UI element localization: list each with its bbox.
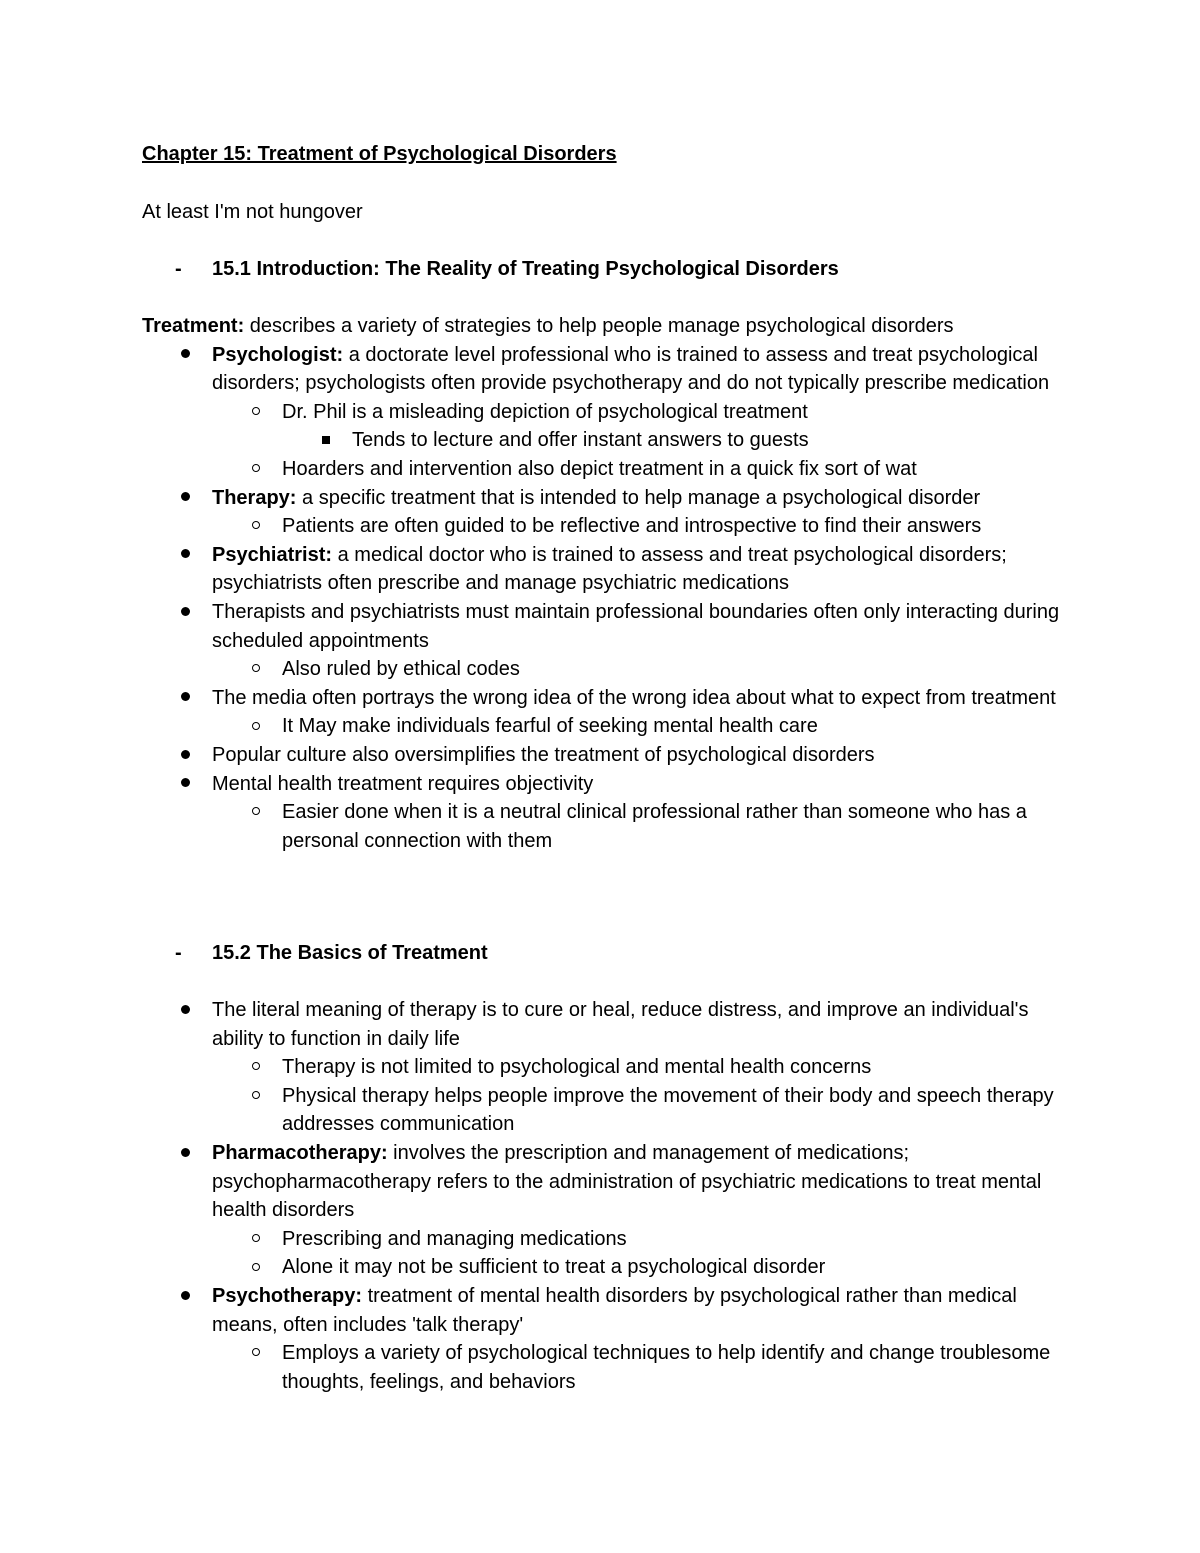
term: Therapy: xyxy=(212,486,297,509)
bullet-dot-icon xyxy=(175,1139,195,1168)
item-text: Easier done when it is a neutral clinical professional rather than someone who has a personal connection with them xyxy=(282,801,1027,852)
bullet-circle-icon xyxy=(246,1082,266,1111)
item-text: a specific treatment that is intended to help manage a psychological disorder xyxy=(296,486,981,509)
item-text: Popular culture also oversimplifies the treatment of psychological disorders xyxy=(212,743,875,766)
bullet-dot-icon xyxy=(175,1282,195,1311)
bullet-circle-icon xyxy=(246,798,266,827)
list-item xyxy=(142,1225,1082,1254)
section-15-2-content xyxy=(142,996,1082,1396)
item-text: Physical therapy helps people improve the movement of their body and speech therapy addresses communication xyxy=(282,1084,1054,1136)
list-item xyxy=(142,598,1082,655)
item-text: a doctorate level professional who is trained to assess and treat psychological disorders; psychologists often provide psychotherapy and do not typically prescribe medication xyxy=(212,343,1050,395)
item-text: The literal meaning of therapy is to cure or heal, reduce distress, and improve an individual's ability to function in daily life xyxy=(212,999,1029,1050)
item-text: Therapists and psychiatrists must maintain professional boundaries often only interacting during scheduled appointments xyxy=(212,600,1060,652)
item-text: Alone it may not be sufficient to treat a psychological disorder xyxy=(282,1256,826,1279)
bullet-dot-icon xyxy=(175,341,195,370)
item-text: Also ruled by ethical codes xyxy=(282,658,520,681)
section-heading-15-1 xyxy=(142,255,1102,284)
item-text: treatment of mental health disorders by psychological rather than medical means, often includes 'talk therapy' xyxy=(212,1284,1017,1336)
bullet-circle-icon xyxy=(246,512,266,541)
term: Pharmacotherapy: xyxy=(212,1141,388,1164)
section-15-1-content xyxy=(142,312,1082,855)
list-item xyxy=(142,770,1082,799)
bullet-dot-icon xyxy=(175,484,195,513)
list-item xyxy=(142,741,1082,770)
list-item xyxy=(142,1282,1082,1339)
section-heading-15-2 xyxy=(142,939,1102,968)
term: Psychiatrist: xyxy=(212,543,333,566)
section-dash: - xyxy=(175,258,182,280)
bullet-circle-icon xyxy=(246,398,266,427)
bullet-dot-icon xyxy=(175,541,195,570)
term: Psychologist: xyxy=(212,343,344,366)
item-text: Tends to lecture and offer instant answers to guests xyxy=(352,429,809,452)
item-text: It May make individuals fearful of seeking mental health care xyxy=(282,715,818,738)
document-title: Chapter 15: Treatment of Psychological Disorders xyxy=(142,143,617,165)
list-item xyxy=(142,541,1082,598)
bullet-circle-icon xyxy=(246,712,266,741)
item-text: Mental health treatment requires objectivity xyxy=(212,772,594,795)
item-text: involves the prescription and management of medications; psychopharmacotherapy refers to the administration of psychiatric medications to treat mental health disorders xyxy=(212,1141,1042,1222)
list-item xyxy=(142,455,1082,484)
list-item xyxy=(142,398,1082,427)
list-item xyxy=(142,512,1082,541)
list-item xyxy=(142,484,1082,513)
item-text: Employs a variety of psychological techniques to help identify and change troublesome thoughts, feelings, and behaviors xyxy=(282,1342,1051,1393)
item-text: Hoarders and intervention also depict treatment in a quick fix sort of wat xyxy=(282,457,917,480)
bullet-dot-icon xyxy=(175,741,195,770)
list-item xyxy=(142,426,1082,455)
list-item xyxy=(142,1253,1082,1282)
list-item xyxy=(142,996,1082,1053)
item-text: a medical doctor who is trained to assess and treat psychological disorders; psychiatrists often prescribe and manage psychiatric medications xyxy=(212,543,1007,595)
item-text: Therapy is not limited to psychological and mental health concerns xyxy=(282,1056,872,1079)
bullet-circle-icon xyxy=(246,1053,266,1082)
definition-term: Treatment: xyxy=(142,315,245,337)
section-heading-text: 15.2 The Basics of Treatment xyxy=(212,942,488,964)
list-item xyxy=(142,684,1082,713)
list-item xyxy=(142,1053,1082,1082)
list-item xyxy=(142,712,1082,741)
list-item xyxy=(142,1082,1082,1139)
bullet-circle-icon xyxy=(246,1253,266,1282)
definition-treatment xyxy=(142,312,1082,341)
list-item xyxy=(142,341,1082,398)
bullet-dot-icon xyxy=(175,996,195,1025)
bullet-square-icon xyxy=(316,426,336,455)
item-text: The media often portrays the wrong idea of the wrong idea about what to expect from treatment xyxy=(212,686,1056,709)
definition-text: describes a variety of strategies to help people manage psychological disorders xyxy=(244,315,954,337)
list-item xyxy=(142,798,1082,855)
term: Psychotherapy: xyxy=(212,1284,363,1307)
list-item xyxy=(142,655,1082,684)
section-heading-text: 15.1 Introduction: The Reality of Treating Psychological Disorders xyxy=(212,258,839,280)
bullet-dot-icon xyxy=(175,684,195,713)
item-text: Dr. Phil is a misleading depiction of psychological treatment xyxy=(282,400,808,423)
bullet-dot-icon xyxy=(175,770,195,799)
document-subtitle: At least I'm not hungover xyxy=(142,201,363,223)
bullet-circle-icon xyxy=(246,1225,266,1254)
section-dash: - xyxy=(175,942,182,964)
bullet-dot-icon xyxy=(175,598,195,627)
bullet-circle-icon xyxy=(246,1339,266,1368)
bullet-circle-icon xyxy=(246,655,266,684)
list-item xyxy=(142,1339,1082,1396)
item-text: Patients are often guided to be reflective and introspective to find their answers xyxy=(282,515,982,538)
bullet-circle-icon xyxy=(246,455,266,484)
list-item xyxy=(142,1139,1082,1225)
item-text: Prescribing and managing medications xyxy=(282,1227,627,1250)
